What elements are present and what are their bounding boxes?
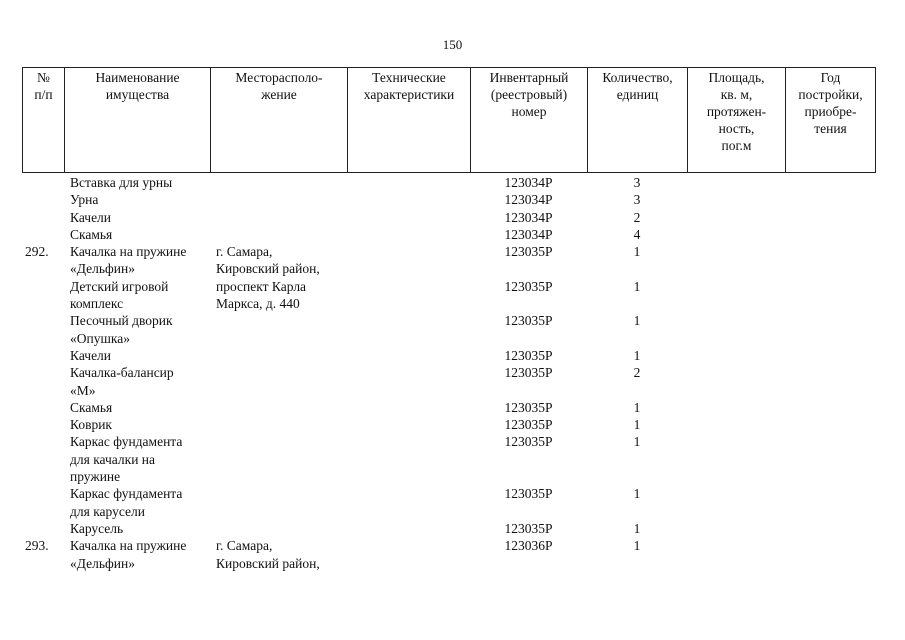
cell-qty: 1 bbox=[633, 520, 641, 536]
cell-tech bbox=[347, 364, 470, 399]
cell-year bbox=[785, 278, 875, 313]
cell-num bbox=[22, 191, 64, 208]
cell-year bbox=[785, 364, 875, 399]
cell-year bbox=[785, 243, 875, 278]
cell-inv: 123035Р bbox=[504, 244, 553, 260]
cell-qty: 1 bbox=[633, 313, 641, 329]
table-row bbox=[22, 364, 875, 399]
cell-qty: 1 bbox=[633, 399, 641, 415]
cell-name: Каркас фундамента для качалки на пружине bbox=[70, 434, 183, 485]
cell-qty: 3 bbox=[633, 175, 641, 190]
cell-area bbox=[687, 347, 785, 364]
cell-name: Детский игровой комплекс bbox=[70, 278, 169, 312]
cell-name: Карусель bbox=[70, 520, 124, 536]
table-row bbox=[22, 278, 875, 313]
cell-qty: 1 bbox=[633, 347, 641, 363]
header-inv: Инвентарный (реестровый) номер bbox=[471, 68, 588, 173]
cell-location bbox=[210, 364, 347, 399]
table-row bbox=[22, 191, 875, 208]
cell-year bbox=[785, 312, 875, 347]
cell-num bbox=[22, 364, 64, 399]
cell-area bbox=[687, 537, 785, 572]
table-row bbox=[22, 485, 875, 520]
cell-qty: 4 bbox=[633, 226, 641, 242]
cell-year bbox=[785, 433, 875, 485]
table-row bbox=[22, 347, 875, 364]
cell-area bbox=[687, 278, 785, 313]
table-row bbox=[22, 243, 875, 278]
cell-tech bbox=[347, 520, 470, 537]
cell-tech bbox=[347, 485, 470, 520]
cell-area bbox=[687, 312, 785, 347]
cell-year bbox=[785, 191, 875, 208]
cell-location bbox=[210, 485, 347, 520]
cell-qty: 3 bbox=[633, 192, 641, 208]
cell-area bbox=[687, 226, 785, 243]
table-row bbox=[22, 226, 875, 243]
cell-tech bbox=[347, 278, 470, 313]
header-tech: Технические характеристики bbox=[348, 68, 471, 173]
cell-location bbox=[210, 416, 347, 433]
cell-inv: 123035Р bbox=[504, 278, 553, 294]
cell-location bbox=[210, 520, 347, 537]
cell-num bbox=[22, 174, 64, 191]
cell-area bbox=[687, 209, 785, 226]
cell-qty: 1 bbox=[633, 244, 641, 260]
cell-tech bbox=[347, 243, 470, 278]
cell-location bbox=[210, 174, 347, 191]
header-name: Наименование имущества bbox=[65, 68, 211, 173]
cell-location bbox=[210, 191, 347, 208]
cell-name: Коврик bbox=[70, 417, 112, 433]
cell-inv: 123035Р bbox=[504, 347, 553, 363]
cell-name: Урна bbox=[70, 192, 99, 208]
cell-location bbox=[210, 226, 347, 243]
cell-inv: 123036Р bbox=[504, 538, 553, 554]
cell-inv: 123034Р bbox=[504, 175, 553, 190]
cell-num bbox=[22, 520, 64, 537]
cell-year bbox=[785, 537, 875, 572]
cell-qty: 1 bbox=[633, 538, 641, 554]
cell-area bbox=[687, 243, 785, 278]
cell-area bbox=[687, 416, 785, 433]
cell-name: Качели bbox=[70, 209, 112, 225]
cell-name: Качалка на пружине «Дельфин» bbox=[70, 244, 187, 277]
cell-tech bbox=[347, 209, 470, 226]
cell-name: Качели bbox=[70, 347, 112, 363]
cell-num bbox=[22, 226, 64, 243]
cell-year bbox=[785, 174, 875, 191]
cell-num bbox=[22, 312, 64, 347]
cell-tech bbox=[347, 433, 470, 485]
table-row bbox=[22, 433, 875, 485]
cell-area bbox=[687, 485, 785, 520]
cell-area bbox=[687, 520, 785, 537]
cell-area bbox=[687, 191, 785, 208]
cell-location: г. Самара, Кировский район, bbox=[216, 244, 320, 277]
cell-year bbox=[785, 347, 875, 364]
cell-inv: 123035Р bbox=[504, 399, 553, 415]
table-row bbox=[22, 209, 875, 226]
cell-num: 293. bbox=[25, 538, 49, 554]
cell-qty: 2 bbox=[633, 365, 641, 381]
cell-qty: 2 bbox=[633, 209, 641, 225]
cell-num bbox=[22, 347, 64, 364]
header-num: № п/п bbox=[23, 68, 65, 173]
cell-tech bbox=[347, 537, 470, 572]
cell-location bbox=[210, 433, 347, 485]
cell-tech bbox=[347, 416, 470, 433]
cell-year bbox=[785, 416, 875, 433]
page-number: 150 bbox=[442, 37, 463, 52]
cell-area bbox=[687, 364, 785, 399]
table-row bbox=[22, 174, 875, 191]
cell-inv: 123035Р bbox=[504, 520, 553, 536]
cell-num bbox=[22, 416, 64, 433]
cell-tech bbox=[347, 312, 470, 347]
header-year: Год постройки, приобре- тения bbox=[786, 68, 876, 173]
cell-area bbox=[687, 433, 785, 485]
cell-qty: 1 bbox=[633, 486, 641, 502]
header-area: Площадь, кв. м, протяжен- ность, пог.м bbox=[688, 68, 786, 173]
cell-num: 292. bbox=[25, 244, 49, 260]
cell-location bbox=[210, 347, 347, 364]
cell-year bbox=[785, 226, 875, 243]
cell-name: Качалка на пружине «Дельфин» bbox=[70, 538, 187, 571]
header-location: Месторасполо- жение bbox=[211, 68, 348, 173]
table-row bbox=[22, 416, 875, 433]
table-row bbox=[22, 520, 875, 537]
cell-tech bbox=[347, 191, 470, 208]
cell-num bbox=[22, 433, 64, 485]
cell-name: Скамья bbox=[70, 399, 113, 415]
cell-qty: 1 bbox=[633, 434, 641, 450]
cell-tech bbox=[347, 174, 470, 191]
cell-name: Качалка-балансир «М» bbox=[70, 365, 174, 398]
cell-inv: 123035Р bbox=[504, 434, 553, 450]
cell-qty: 1 bbox=[633, 417, 641, 433]
cell-location bbox=[210, 312, 347, 347]
header-qty: Количество, единиц bbox=[588, 68, 688, 173]
table-row bbox=[22, 312, 875, 347]
cell-name: Песочный дворик «Опушка» bbox=[70, 313, 173, 346]
cell-year bbox=[785, 399, 875, 416]
cell-year bbox=[785, 209, 875, 226]
cell-year bbox=[785, 520, 875, 537]
cell-inv: 123034Р bbox=[504, 209, 553, 225]
cell-num bbox=[22, 399, 64, 416]
cell-inv: 123035Р bbox=[504, 417, 553, 433]
table-header bbox=[22, 67, 876, 173]
cell-location bbox=[210, 399, 347, 416]
cell-location bbox=[210, 209, 347, 226]
cell-inv: 123035Р bbox=[504, 313, 553, 329]
cell-inv: 123034Р bbox=[504, 192, 553, 208]
cell-tech bbox=[347, 399, 470, 416]
table-rows bbox=[22, 174, 875, 572]
table-body bbox=[22, 174, 875, 572]
cell-location: г. Самара, Кировский район, bbox=[216, 538, 320, 571]
cell-name: Каркас фундамента для карусели bbox=[70, 486, 183, 519]
cell-inv: 123035Р bbox=[504, 365, 553, 381]
table-row bbox=[22, 537, 875, 572]
cell-num bbox=[22, 278, 64, 313]
cell-area bbox=[687, 399, 785, 416]
cell-name: Скамья bbox=[70, 226, 113, 242]
cell-tech bbox=[347, 347, 470, 364]
cell-inv: 123035Р bbox=[504, 486, 553, 502]
table-row bbox=[22, 399, 875, 416]
cell-year bbox=[785, 485, 875, 520]
cell-name: Вставка для урны bbox=[70, 175, 173, 190]
cell-inv: 123034Р bbox=[504, 226, 553, 242]
cell-qty: 1 bbox=[633, 278, 641, 294]
cell-num bbox=[22, 485, 64, 520]
cell-num bbox=[22, 209, 64, 226]
cell-tech bbox=[347, 226, 470, 243]
cell-location: проспект Карла Маркса, д. 440 bbox=[216, 278, 307, 312]
cell-area bbox=[687, 174, 785, 191]
